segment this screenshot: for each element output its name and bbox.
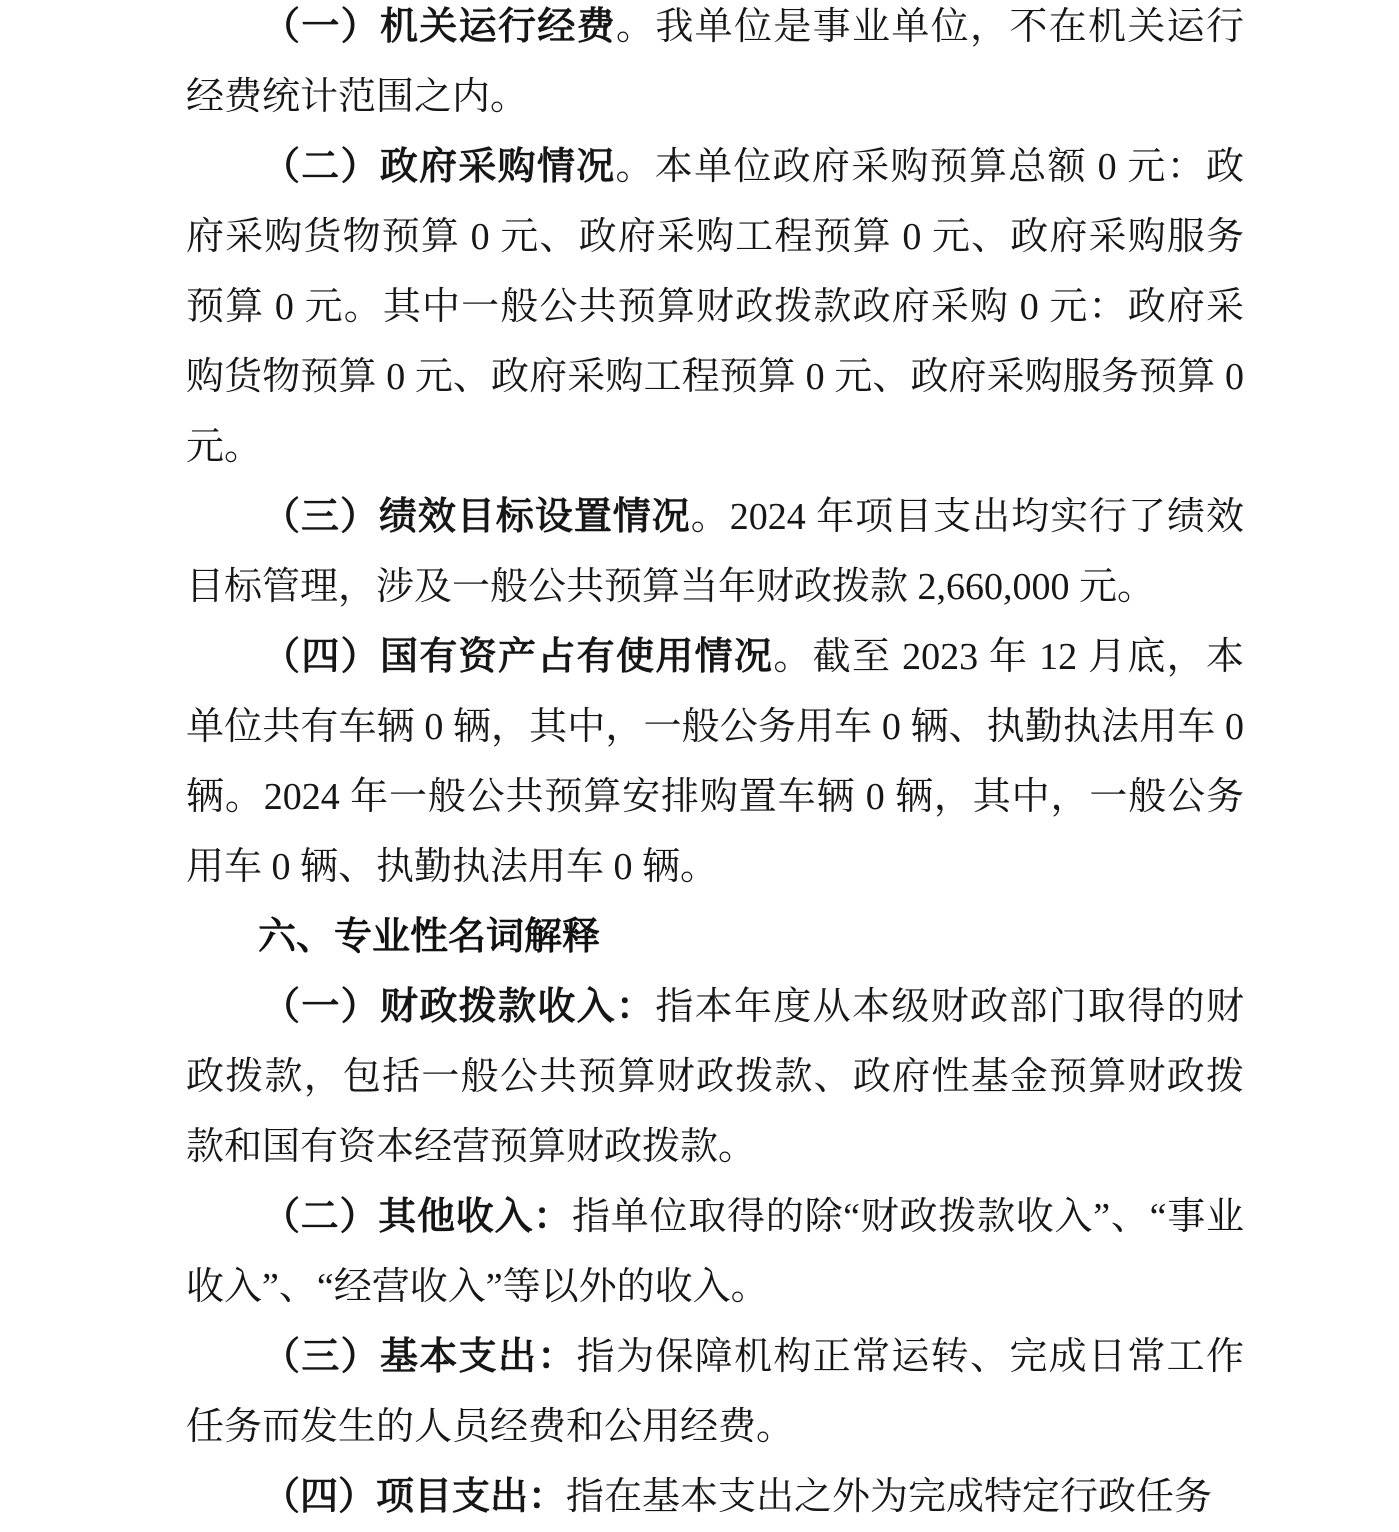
paragraph-state-owned-assets <box>186 622 1244 902</box>
paragraph-body-text: 。2024 年项目支出均实行了绩效目标管理，涉及一般公共预算当年财政拨款 2,660,000 元。 <box>186 496 1244 608</box>
definition-text: 指为保障机构正常运转、完成日常工作任务而发生的人员经费和公用经费。 <box>186 1336 1244 1448</box>
paragraph-body-text: 。本单位政府采购预算总额 0 元：政府采购货物预算 0 元、政府采购工程预算 0 元、政府采购服务预算 0 元。其中一般公共预算财政拨款政府采购 0 元：政府采购货物预算 0 元、政府采购工程预算 0 元、政府采购服务预算 0 元。 <box>186 146 1244 468</box>
definition-text: 指单位取得的除“财政拨款收入”、“事业收入”、“经营收入”等以外的收入。 <box>186 1196 1244 1308</box>
paragraph-agency-operating-expenses <box>186 0 1244 132</box>
paragraph-lead: （四）国有资产占有使用情况 <box>262 636 774 678</box>
definition-text: 指本年度从本级财政部门取得的财政拨款，包括一般公共预算财政拨款、政府性基金预算财政拨款和国有资本经营预算财政拨款。 <box>186 986 1244 1168</box>
definition-project-expenditure <box>186 1462 1244 1532</box>
paragraph-lead: （一）机关运行经费 <box>262 6 616 48</box>
definition-term: （三）基本支出： <box>262 1336 577 1378</box>
definition-text: 指在基本支出之外为完成特定行政任务 <box>566 1476 1213 1518</box>
definition-fiscal-appropriation-income <box>186 972 1244 1182</box>
definition-basic-expenditure <box>186 1322 1244 1462</box>
paragraph-body-text: 。我单位是事业单位，不在机关运行经费统计范围之内。 <box>186 6 1244 118</box>
paragraph-lead: （二）政府采购情况 <box>262 146 616 188</box>
document-content <box>186 0 1244 1532</box>
paragraph-lead: （三）绩效目标设置情况 <box>262 496 691 538</box>
definition-other-income <box>186 1182 1244 1322</box>
definition-term: （四）项目支出： <box>262 1476 567 1518</box>
paragraph-performance-targets <box>186 482 1244 622</box>
paragraph-government-procurement <box>186 132 1244 482</box>
section-heading-glossary: 六、专业性名词解释 <box>258 916 601 958</box>
paragraph-body-text: 。截至 2023 年 12 月底，本单位共有车辆 0 辆，其中，一般公务用车 0 辆、执勤执法用车 0 辆。2024 年一般公共预算安排购置车辆 0 辆，其中，一般公务用车 0 辆、执勤执法用车 0 辆。 <box>186 636 1244 888</box>
definition-term: （一）财政拨款收入： <box>262 986 656 1028</box>
definition-term: （二）其他收入： <box>262 1196 572 1238</box>
